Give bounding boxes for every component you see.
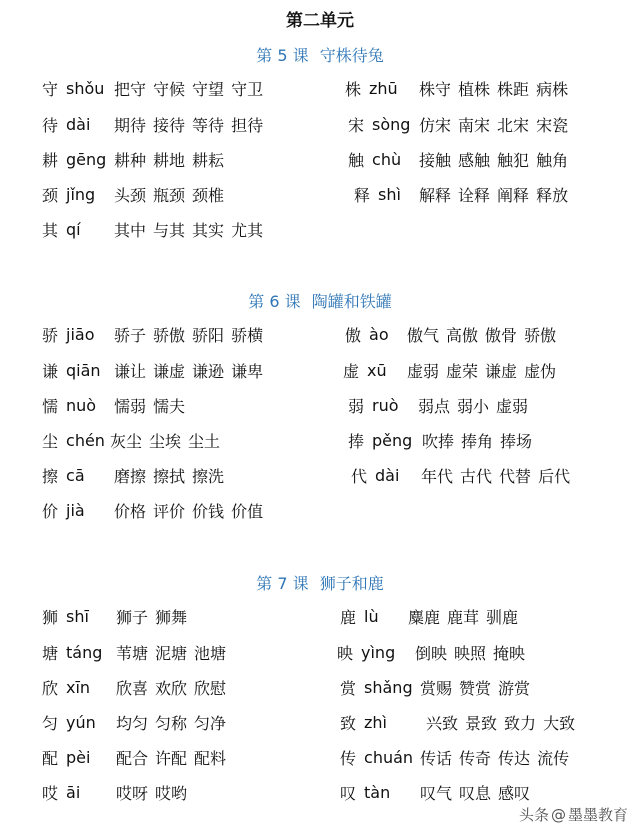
lesson-number: 第 5 课 xyxy=(256,46,309,65)
vocab-entry xyxy=(42,674,233,700)
word: 诠释 xyxy=(458,185,491,205)
word: 尘埃 xyxy=(149,431,182,451)
word: 病株 xyxy=(536,79,569,99)
vocab-entry xyxy=(340,744,576,770)
word: 骄傲 xyxy=(524,325,557,345)
entry-char: 株 xyxy=(345,79,362,99)
word: 映照 xyxy=(454,643,487,663)
lesson-7-title xyxy=(0,571,640,594)
entry-pinyin: pěng xyxy=(372,430,413,450)
entry-words xyxy=(422,429,539,452)
entry-char: 价 xyxy=(42,501,59,521)
word: 耕种 xyxy=(114,150,147,170)
word: 鹿茸 xyxy=(447,607,480,627)
entry-pinyin: shì xyxy=(378,184,401,204)
vocab-entry xyxy=(337,639,532,665)
entry-char: 狮 xyxy=(42,607,59,627)
watermark xyxy=(519,804,628,825)
word: 耕地 xyxy=(153,150,186,170)
entry-char: 宋 xyxy=(348,115,365,135)
word: 宋瓷 xyxy=(536,115,569,135)
lesson-number: 第 6 课 xyxy=(248,292,301,311)
vocab-entry xyxy=(348,111,575,137)
word: 谦虚 xyxy=(485,361,518,381)
entry-char: 哎 xyxy=(42,783,59,803)
vocab-entry xyxy=(354,181,575,207)
entry-pinyin: chù xyxy=(372,149,402,169)
entry-char: 虚 xyxy=(343,361,360,381)
word: 捧角 xyxy=(461,431,494,451)
vocab-entry xyxy=(42,75,270,101)
word: 欣喜 xyxy=(116,678,149,698)
entry-pinyin: chuán xyxy=(364,747,414,767)
entry-pinyin: dài xyxy=(66,114,91,134)
word: 其实 xyxy=(192,220,225,240)
word: 其中 xyxy=(114,220,147,240)
word: 谦逊 xyxy=(192,361,225,381)
entry-pinyin: tàn xyxy=(364,782,391,802)
word: 倒映 xyxy=(415,643,448,663)
word: 捧场 xyxy=(500,431,533,451)
vocab-entry xyxy=(345,75,575,101)
vocab-entry xyxy=(351,462,577,488)
entry-char: 其 xyxy=(42,220,59,240)
word: 赞赏 xyxy=(459,678,492,698)
entry-words xyxy=(419,183,575,206)
entry-pinyin: ào xyxy=(369,324,389,344)
word: 配料 xyxy=(194,748,227,768)
entry-char: 骄 xyxy=(42,325,59,345)
word: 后代 xyxy=(538,466,571,486)
word: 守候 xyxy=(153,79,186,99)
vocab-entry xyxy=(340,603,525,629)
word: 株距 xyxy=(497,79,530,99)
word: 感触 xyxy=(458,150,491,170)
word: 瓶颈 xyxy=(153,185,186,205)
entry-pinyin: gēng xyxy=(66,149,107,169)
entry-words xyxy=(116,605,194,628)
entry-char: 傲 xyxy=(345,325,362,345)
entry-pinyin: āi xyxy=(66,782,81,802)
entry-words xyxy=(408,605,525,628)
entry-words xyxy=(114,148,231,171)
word: 大致 xyxy=(543,713,576,733)
word: 接触 xyxy=(419,150,452,170)
word: 代替 xyxy=(499,466,532,486)
word: 传达 xyxy=(498,748,531,768)
word: 灰尘 xyxy=(110,431,143,451)
entry-char: 配 xyxy=(42,748,59,768)
word: 谦让 xyxy=(114,361,147,381)
word: 虚伪 xyxy=(524,361,557,381)
entry-pinyin: xū xyxy=(367,360,387,380)
word: 狮舞 xyxy=(155,607,188,627)
entry-pinyin: yìng xyxy=(361,642,396,662)
word: 吹捧 xyxy=(422,431,455,451)
entry-words xyxy=(116,711,233,734)
entry-char: 弱 xyxy=(348,396,365,416)
word: 阐释 xyxy=(497,185,530,205)
vocab-entry xyxy=(42,497,270,523)
entry-char: 尘 xyxy=(42,431,59,451)
word: 擦拭 xyxy=(153,466,186,486)
word: 懦夫 xyxy=(153,396,186,416)
word: 傲气 xyxy=(407,325,440,345)
entry-words xyxy=(114,394,192,417)
word: 配合 xyxy=(116,748,149,768)
word: 许配 xyxy=(155,748,188,768)
entry-words xyxy=(114,359,270,382)
entry-words xyxy=(114,323,270,346)
entry-pinyin: jiāo xyxy=(66,324,95,344)
watermark-at: @ xyxy=(550,805,566,824)
entry-words xyxy=(407,359,563,382)
word: 守望 xyxy=(192,79,225,99)
word: 兴致 xyxy=(426,713,459,733)
entry-words xyxy=(419,148,575,171)
entry-words xyxy=(419,77,575,100)
entry-words xyxy=(114,464,231,487)
entry-pinyin: jǐng xyxy=(66,184,96,204)
unit-title: 第二单元 xyxy=(286,11,354,31)
word: 弱点 xyxy=(418,396,451,416)
entry-pinyin: shī xyxy=(66,606,89,626)
word: 傲骨 xyxy=(485,325,518,345)
entry-char: 代 xyxy=(351,466,368,486)
vocab-entry xyxy=(42,181,231,207)
entry-words xyxy=(114,77,270,100)
word: 把守 xyxy=(114,79,147,99)
word: 解释 xyxy=(419,185,452,205)
word: 池塘 xyxy=(194,643,227,663)
entry-char: 待 xyxy=(42,115,59,135)
lesson-name: 陶罐和铁罐 xyxy=(311,292,392,311)
entry-words xyxy=(116,676,233,699)
entry-pinyin: shǒu xyxy=(66,78,105,98)
vocab-entry xyxy=(42,392,192,418)
entry-pinyin: sòng xyxy=(372,114,411,134)
word: 仿宋 xyxy=(419,115,452,135)
entry-char: 守 xyxy=(42,79,59,99)
entry-words xyxy=(420,781,537,804)
word: 植株 xyxy=(458,79,491,99)
entry-pinyin: zhū xyxy=(369,78,398,98)
entry-char: 颈 xyxy=(42,185,59,205)
word: 虚弱 xyxy=(496,396,529,416)
lesson-5-title xyxy=(0,43,640,66)
word: 触角 xyxy=(536,150,569,170)
lesson-number: 第 7 课 xyxy=(256,574,309,593)
word: 叹气 xyxy=(420,783,453,803)
word: 驯鹿 xyxy=(486,607,519,627)
vocab-entry xyxy=(42,111,270,137)
entry-words xyxy=(114,218,270,241)
word: 传话 xyxy=(420,748,453,768)
entry-pinyin: cā xyxy=(66,465,85,485)
word: 虚荣 xyxy=(446,361,479,381)
lesson-name: 守株待兔 xyxy=(319,46,384,65)
word: 哎哟 xyxy=(155,783,188,803)
entry-words xyxy=(114,183,231,206)
entry-words xyxy=(420,746,576,769)
word: 赏赐 xyxy=(420,678,453,698)
vocab-entry xyxy=(343,357,563,383)
word: 等待 xyxy=(192,115,225,135)
entry-pinyin: zhì xyxy=(364,712,387,732)
entry-words xyxy=(421,464,577,487)
word: 价钱 xyxy=(192,501,225,521)
word: 接待 xyxy=(153,115,186,135)
entry-pinyin: chén xyxy=(66,430,105,450)
vocab-entry xyxy=(42,462,231,488)
entry-char: 鹿 xyxy=(340,607,357,627)
entry-pinyin: qiān xyxy=(66,360,101,380)
vocab-entry xyxy=(42,709,233,735)
entry-words xyxy=(420,676,537,699)
word: 游赏 xyxy=(498,678,531,698)
vocab-entry xyxy=(340,674,537,700)
entry-char: 叹 xyxy=(340,783,357,803)
entry-words xyxy=(426,711,582,734)
entry-pinyin: nuò xyxy=(66,395,97,415)
word: 麋鹿 xyxy=(408,607,441,627)
word: 颈椎 xyxy=(192,185,225,205)
entry-pinyin: jià xyxy=(66,500,85,520)
lesson-name: 狮子和鹿 xyxy=(319,574,384,593)
watermark-source: 头条 xyxy=(518,806,549,824)
entry-char: 擦 xyxy=(42,466,59,486)
word: 担待 xyxy=(231,115,264,135)
word: 谦卑 xyxy=(231,361,264,381)
word: 哎呀 xyxy=(116,783,149,803)
word: 骄横 xyxy=(231,325,264,345)
entry-char: 匀 xyxy=(42,713,59,733)
entry-words xyxy=(116,641,233,664)
vocab-entry xyxy=(345,321,563,347)
word: 叹息 xyxy=(459,783,492,803)
vocab-entry xyxy=(42,639,233,665)
vocab-entry xyxy=(340,709,582,735)
entry-char: 捧 xyxy=(348,431,365,451)
entry-char: 触 xyxy=(348,150,365,170)
word: 南宋 xyxy=(458,115,491,135)
word: 匀净 xyxy=(194,713,227,733)
entry-char: 映 xyxy=(337,643,354,663)
entry-pinyin: lù xyxy=(364,606,379,626)
word: 耕耘 xyxy=(192,150,225,170)
entry-words xyxy=(419,113,575,136)
word: 守卫 xyxy=(231,79,264,99)
vocab-entry xyxy=(42,321,270,347)
word: 磨擦 xyxy=(114,466,147,486)
word: 匀称 xyxy=(155,713,188,733)
word: 价值 xyxy=(231,501,264,521)
word: 传奇 xyxy=(459,748,492,768)
word: 触犯 xyxy=(497,150,530,170)
word: 尤其 xyxy=(231,220,264,240)
word: 景致 xyxy=(465,713,498,733)
word: 与其 xyxy=(153,220,186,240)
word: 致力 xyxy=(504,713,537,733)
word: 感叹 xyxy=(498,783,531,803)
word: 欢欣 xyxy=(155,678,188,698)
word: 高傲 xyxy=(446,325,479,345)
entry-pinyin: pèi xyxy=(66,747,91,767)
entry-words xyxy=(407,323,563,346)
vocab-entry xyxy=(42,744,233,770)
word: 掩映 xyxy=(493,643,526,663)
word: 古代 xyxy=(460,466,493,486)
vocab-entry xyxy=(42,427,227,453)
word: 苇塘 xyxy=(116,643,149,663)
entry-char: 赏 xyxy=(340,678,357,698)
word: 虚弱 xyxy=(407,361,440,381)
entry-char: 懦 xyxy=(42,396,59,416)
vocab-entry xyxy=(340,779,537,805)
word: 均匀 xyxy=(116,713,149,733)
vocab-entry xyxy=(42,216,270,242)
lesson-6-title xyxy=(0,289,640,312)
entry-words xyxy=(114,113,270,136)
entry-pinyin: shǎng xyxy=(364,677,413,697)
word: 骄阳 xyxy=(192,325,225,345)
entry-pinyin: ruò xyxy=(372,395,399,415)
word: 株守 xyxy=(419,79,452,99)
vocab-entry xyxy=(348,392,535,418)
entry-char: 释 xyxy=(354,185,371,205)
vocab-entry xyxy=(42,779,194,805)
entry-words xyxy=(116,746,233,769)
word: 释放 xyxy=(536,185,569,205)
entry-char: 塘 xyxy=(42,643,59,663)
entry-pinyin: táng xyxy=(66,642,103,662)
entry-words xyxy=(114,499,270,522)
word: 骄傲 xyxy=(153,325,186,345)
word: 头颈 xyxy=(114,185,147,205)
vocab-entry xyxy=(42,357,270,383)
word: 年代 xyxy=(421,466,454,486)
word: 骄子 xyxy=(114,325,147,345)
word: 擦洗 xyxy=(192,466,225,486)
word: 欣慰 xyxy=(194,678,227,698)
vocab-entry xyxy=(42,146,231,172)
vocab-entry xyxy=(348,146,575,172)
vocab-entry xyxy=(42,603,194,629)
word: 泥塘 xyxy=(155,643,188,663)
word: 北宋 xyxy=(497,115,530,135)
entry-pinyin: yún xyxy=(66,712,96,732)
entry-char: 耕 xyxy=(42,150,59,170)
entry-words xyxy=(116,781,194,804)
entry-pinyin: qí xyxy=(66,219,81,239)
vocab-entry xyxy=(348,427,539,453)
entry-words xyxy=(418,394,535,417)
entry-pinyin: dài xyxy=(375,465,400,485)
word: 狮子 xyxy=(116,607,149,627)
entry-pinyin: xīn xyxy=(66,677,91,697)
word: 尘土 xyxy=(188,431,221,451)
entry-char: 致 xyxy=(340,713,357,733)
watermark-account: 墨墨教育 xyxy=(567,806,628,824)
entry-char: 传 xyxy=(340,748,357,768)
word: 评价 xyxy=(153,501,186,521)
entry-words xyxy=(415,641,532,664)
word: 期待 xyxy=(114,115,147,135)
entry-char: 谦 xyxy=(42,361,59,381)
word: 流传 xyxy=(537,748,570,768)
word: 弱小 xyxy=(457,396,490,416)
word: 谦虚 xyxy=(153,361,186,381)
word: 价格 xyxy=(114,501,147,521)
entry-char: 欣 xyxy=(42,678,59,698)
entry-words xyxy=(110,429,227,452)
word: 懦弱 xyxy=(114,396,147,416)
